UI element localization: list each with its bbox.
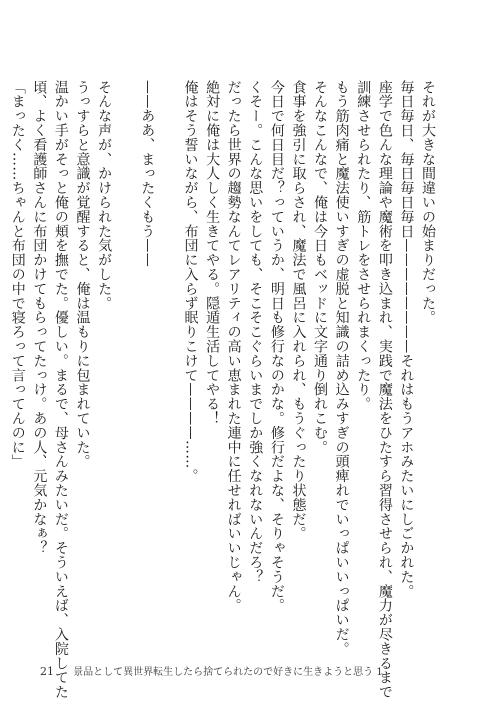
text-line: 温かい手がそっと俺の頬を撫でた。優しい。まるで、母さんみたいだ。そういえば、入院してた (52, 80, 69, 700)
text-line: 座学で色んな理論や魔術を叩き込まれ、実践で魔法をひたすら習得させられ、魔力が尽きるまで (376, 80, 393, 700)
text-line: 絶対に俺は大人しく生きてやる。隠遁生活してやる！ (204, 80, 221, 426)
blank-line (114, 80, 136, 655)
text-line: 訓練させられたり、筋トレをさせられまくったり。 (355, 80, 372, 412)
text-line: 俺はそう誓いながら、布団に入らず眠りこけて————……。 (182, 80, 199, 484)
text-line: そんな声が、かけられた気がした。 (96, 80, 113, 311)
text-line: もう筋肉痛と魔法使いすぎの虚脱と知識の詰め込みすぎの頭痺れでいっぱいいっぱいだ。 (333, 80, 350, 656)
text-line: くそー。こんな思いをしても、そこそこぐらいまでしか強くなれないんだろ？ (247, 80, 264, 584)
text-line: 毎日毎日、毎日毎日毎日————————それはもうアホみたいにしごかれた。 (398, 80, 415, 599)
page-number: 21 (40, 665, 54, 678)
text-line: 「まったく……ちゃんと布団の中で寝ろって言ってんのに」 (9, 80, 26, 469)
running-title: 景品として異世界転生したら捨てられたので好きに生きようと思う 1 (73, 667, 383, 678)
text-line: だったら世界の趨勢なんてレアリティの高い恵まれた連中に任せればいいじゃん。 (225, 80, 242, 613)
text-line: ——ああ、まったくもう—— (139, 80, 156, 268)
page-footer (40, 663, 383, 678)
text-line: それが大きな間違いの始まりだった。 (420, 80, 436, 325)
text-line: そんなこんなで、俺は今日もベッドに文字通り倒れこむ。 (312, 80, 329, 455)
text-line: 食事を強引に取らされ、魔法で風呂に入れられ、もうぐったり状態だ。 (290, 80, 307, 541)
blank-line (157, 80, 179, 655)
text-line: 頃、よく看護師さんに布団かけてもらってたっけ。あの人、元気かなぁ？ (31, 80, 48, 556)
text-line: うっすらと意識が覚醒すると、俺は温もりに包まれていた。 (74, 80, 91, 469)
text-line: 今日で何日目だ？っていうか、明日も修行なのかな。修行だよな、そりゃそうだ。 (268, 80, 285, 613)
